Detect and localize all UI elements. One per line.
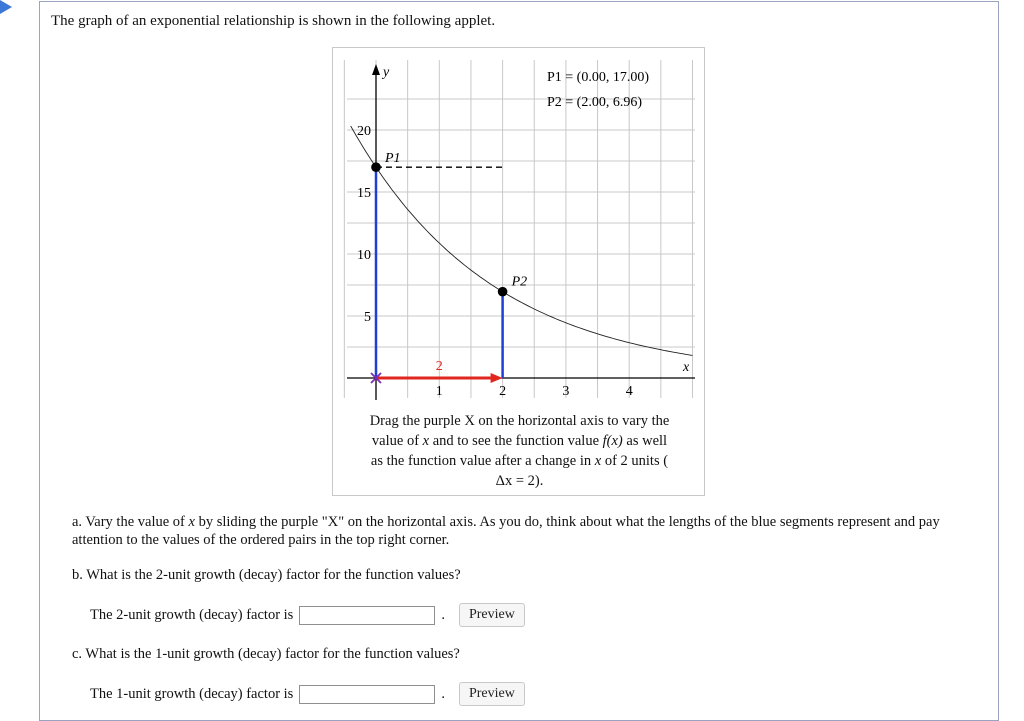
caption-line-3 <box>341 451 698 471</box>
caption-text: value of <box>371 433 423 449</box>
exponential-graph[interactable] <box>333 48 706 410</box>
y-axis-arrow <box>372 64 380 75</box>
graph-applet[interactable] <box>332 47 705 496</box>
x-tick-label: 3 <box>562 384 570 399</box>
answer-b-period: . <box>441 606 445 623</box>
caption-text: of 2 units ( <box>601 453 669 469</box>
play-icon[interactable] <box>0 0 12 14</box>
answer-c-label: The 1-unit growth (decay) factor is <box>90 685 294 702</box>
x-tick-label: 1 <box>435 384 443 399</box>
question-c: c. What is the 1-unit growth (decay) factor for the function values? <box>72 646 460 662</box>
question-a-prefix: a. Vary the value of <box>72 514 189 530</box>
answer-row-b <box>90 603 525 627</box>
y-tick-label: 15 <box>357 186 371 201</box>
caption-text: as well <box>622 433 668 449</box>
preview-button-c[interactable]: Preview <box>459 682 525 706</box>
preview-button-b[interactable]: Preview <box>459 603 525 627</box>
caption-text: as the function value after a change in <box>370 453 595 469</box>
answer-b-input[interactable] <box>299 606 435 625</box>
question-a <box>72 513 952 549</box>
p2-coordinates: P2 = (2.00, 6.96) <box>547 95 643 110</box>
grid <box>344 60 695 398</box>
x-tick-label: 4 <box>625 384 633 399</box>
question-a-text: by sliding the purple "X" on the horizontal axis. As you do, think about what the lengths of the blue segments represent and pay attention to the values of the ordered pairs in the top right corner. <box>72 514 940 548</box>
x-axis-label: x <box>683 360 690 375</box>
answer-c-period: . <box>441 685 445 702</box>
applet-caption <box>341 411 698 491</box>
exponential-curve <box>351 126 693 355</box>
answer-row-c <box>90 682 525 706</box>
caption-var: x <box>594 453 602 469</box>
y-tick-label: 10 <box>357 248 371 263</box>
caption-var: x <box>422 433 430 449</box>
p2-label: P2 <box>511 274 528 290</box>
caption-text: and to see the function value <box>429 433 603 449</box>
p1-label: P1 <box>385 151 401 167</box>
caption-line-1: Drag the purple X on the horizontal axis to vary the <box>369 413 670 429</box>
p1-coordinates: P1 = (0.00, 17.00) <box>547 70 650 85</box>
caption-fx: f(x) <box>602 433 623 449</box>
y-tick-label: 20 <box>357 124 371 139</box>
intro-text: The graph of an exponential relationship is shown in the following applet. <box>51 13 496 29</box>
delta-arrow-head <box>491 373 503 383</box>
caption-line-4: Δx = 2). <box>495 473 544 489</box>
x-tick-label: 2 <box>499 384 507 399</box>
point-p2 <box>498 287 508 297</box>
answer-b-label: The 2-unit growth (decay) factor is <box>90 606 294 623</box>
answer-c-input[interactable] <box>299 685 435 704</box>
y-axis-label: y <box>383 65 390 80</box>
delta-label: 2 <box>435 359 443 374</box>
point-p1 <box>371 162 381 172</box>
question-a-var: x <box>188 514 195 530</box>
caption-line-2 <box>341 431 698 451</box>
y-tick-label: 5 <box>364 310 371 325</box>
question-b: b. What is the 2-unit growth (decay) factor for the function values? <box>72 567 461 583</box>
